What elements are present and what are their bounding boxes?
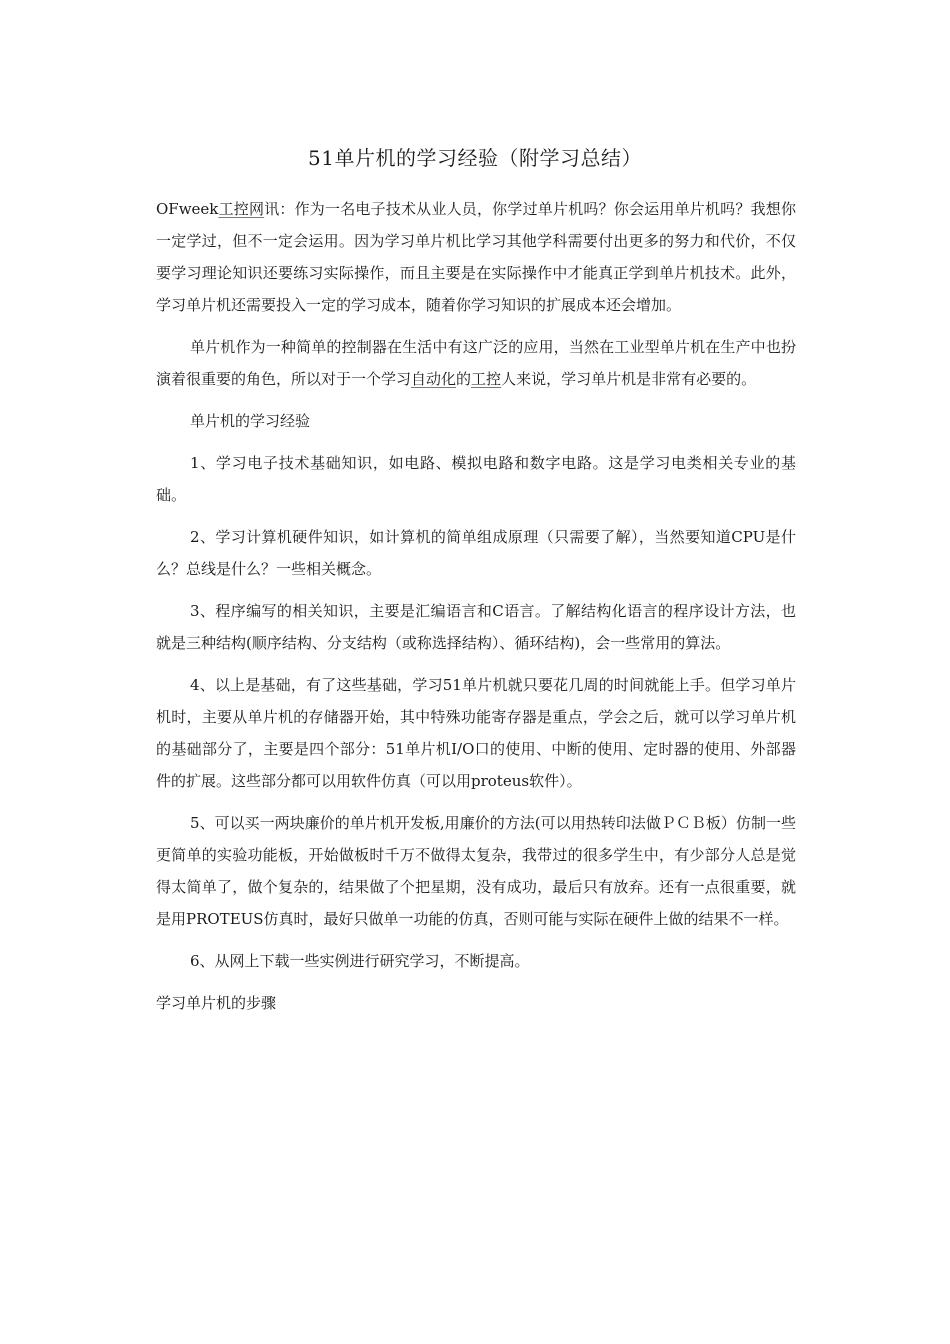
list-item-6: 6、从网上下载一些实例进行研究学习，不断提高。 [190,952,530,970]
final-heading: 学习单片机的步骤 [156,994,277,1012]
paragraph-applications [156,331,796,395]
document-title: 51单片机的学习经验（附学习总结） [308,146,642,170]
list-item-4: 4、以上是基础，有了这些基础，学习51单片机就只要花几周的时间就能上手。但学习单片机时，主要从单片机的存储器开始，其中特殊功能寄存器是重点，学会之后，就可以学习单片机的基础部分了，主要是四个部分：51单片机I/O口的使用、中断的使用、定时器的使用、外部器件的扩展。这些部分都可以用软件仿真（可以用proteus软件）。 [156,676,796,790]
list-item-3: 3、程序编写的相关知识，主要是汇编语言和C语言。了解结构化语言的程序设计方法，也就是三种结构(顺序结构、分支结构（或称选择结构）、循环结构)，会一些常用的算法。 [156,602,796,652]
para2-text-1: 单片机作为一种简单的控制器在生活中有这广泛的应用，当然在工业型单片机在生产中也扮演着很重要的角色，所以对于一个学习 [156,338,796,388]
list-item-2: 2、学习计算机硬件知识，如计算机的简单组成原理（只需要了解），当然要知道CPU是什么？总线是什么？一些相关概念。 [156,528,796,578]
intro-paragraph [156,193,796,321]
para2-text-2: 的 [456,370,472,388]
intro-text: 作为一名电子技术从业人员，你学过单片机吗？你会运用单片机吗？我想你一定学过，但不一定会运用。因为学习单片机比学习其他学科需要付出更多的努力和代价，不仅要学习理论知识还要练习实际操作，而且主要是在实际操作中才能真正学到单片机技术。此外，学习单片机还需要投入一定的学习成本，随着你学习知识的扩展成本还会增加。 [156,200,796,314]
link-automation[interactable]: 自动化 [411,370,457,388]
section-heading: 单片机的学习经验 [190,412,311,430]
list-item-5: 5、可以买一两块廉价的单片机开发板,用廉价的方法(可以用热转印法做ＰＣＢ板）仿制一些更简单的实验功能板，开始做板时千万不做得太复杂，我带过的很多学生中，有少部分人总是觉得太简单了，做个复杂的，结果做了个把星期，没有成功，最后只有放弃。还有一点很重要，就是用PROTEUS仿真时，最好只做单一功能的仿真，否则可能与实际在硬件上做的结果不一样。 [156,814,796,928]
link-industrial-control[interactable]: 工控 [471,370,502,388]
intro-source-link[interactable]: 工控网 [218,200,265,218]
para2-text-3: 人来说，学习单片机是非常有必要的。 [501,370,757,388]
intro-source: OFweek [156,200,219,218]
document-body [156,193,796,1029]
intro-source-tail: 讯： [264,200,295,218]
list-item-1: 1、学习电子技术基础知识，如电路、模拟电路和数字电路。这是学习电类相关专业的基础。 [156,454,796,504]
